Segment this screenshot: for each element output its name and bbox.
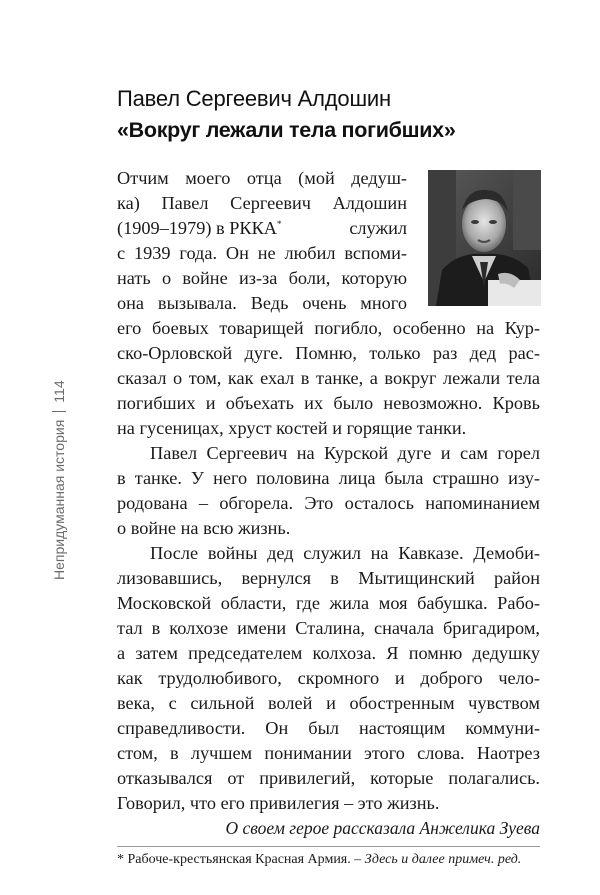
story-title: «Вокруг лежали тела погибших» bbox=[117, 118, 456, 142]
text-line: ско-Орловской дуге. Помню, только раз дед рас- bbox=[117, 343, 540, 363]
text-line: в танке. У него половина лица была страшно изу- bbox=[117, 468, 540, 488]
running-head-divider bbox=[52, 411, 66, 412]
text-line: Павел Сергеевич на Курской дуге и сам горел bbox=[150, 443, 540, 463]
text-line: Московской области, где жила моя бабушка. Рабо- bbox=[117, 593, 540, 613]
text-line: тал в колхозе имени Сталина, сначала бригадиром, bbox=[117, 618, 540, 638]
text-line: справедливости. Он был настоящим коммуни- bbox=[117, 718, 540, 738]
text-line: века, с сильной волей и обостренным чувством bbox=[117, 693, 540, 713]
text-line: нать о войне из-за боли, которую bbox=[117, 268, 407, 288]
running-head bbox=[47, 340, 71, 580]
text-line: ка) Павел Сергеевич Алдошин bbox=[117, 193, 407, 213]
text-line: как трудолюбивого, скромного и доброго чело- bbox=[117, 668, 540, 688]
footnote-divider bbox=[117, 846, 540, 847]
footnote-editor-note: – Здесь и далее примеч. ред. bbox=[354, 852, 522, 867]
footnote-mark: * bbox=[276, 218, 282, 229]
text-line: стом, в лучшем понимании этого слова. Наотрез bbox=[117, 743, 540, 763]
text-line-with-footnote bbox=[117, 216, 407, 241]
text-fragment: (1909–1979) в РККА* bbox=[117, 218, 282, 238]
text-line: родована – обгорела. Это осталось напоминанием bbox=[117, 493, 540, 513]
footnote-mark: * bbox=[117, 852, 124, 867]
text-line: она вызывала. Ведь очень много bbox=[117, 293, 407, 313]
text-line: с 1939 года. Он не любил вспоми- bbox=[117, 243, 407, 263]
footnote-text: Рабоче-крестьянская Красная Армия. bbox=[127, 852, 351, 867]
signature: О своем герое рассказала Анжелика Зуева bbox=[225, 818, 540, 838]
portrait-photo bbox=[428, 170, 541, 306]
text-fragment: служил bbox=[349, 218, 407, 238]
author-name: Павел Сергеевич Алдошин bbox=[117, 86, 391, 111]
text-line: о войне на всю жизнь. bbox=[117, 518, 291, 538]
footnote bbox=[117, 852, 521, 868]
text-line: его боевых товарищей погибло, особенно на Кур- bbox=[117, 318, 540, 338]
text-line: Отчим моего отца (мой дедуш- bbox=[117, 168, 407, 188]
text-line: на гусеницах, хруст костей и горящие танки. bbox=[117, 418, 467, 438]
text-line: сказал о том, как ехал в танке, а вокруг лежали тела bbox=[117, 368, 540, 388]
text-line: Говорил, что его привилегия – это жизнь. bbox=[117, 793, 440, 813]
text-line: После войны дед служил на Кавказе. Демоби- bbox=[150, 543, 540, 563]
page-number: 114 bbox=[51, 380, 67, 403]
text-line: лизовавшись, вернулся в Мытищинский район bbox=[117, 568, 540, 588]
text-line: погибших и объехать их было невозможно. Кровь bbox=[117, 393, 540, 413]
text-line: а затем председателем колхоза. Я помню дедушку bbox=[117, 643, 540, 663]
text-line: отказывался от привилегий, которые полагались. bbox=[117, 768, 540, 788]
series-title: Непридуманная история bbox=[51, 419, 67, 580]
